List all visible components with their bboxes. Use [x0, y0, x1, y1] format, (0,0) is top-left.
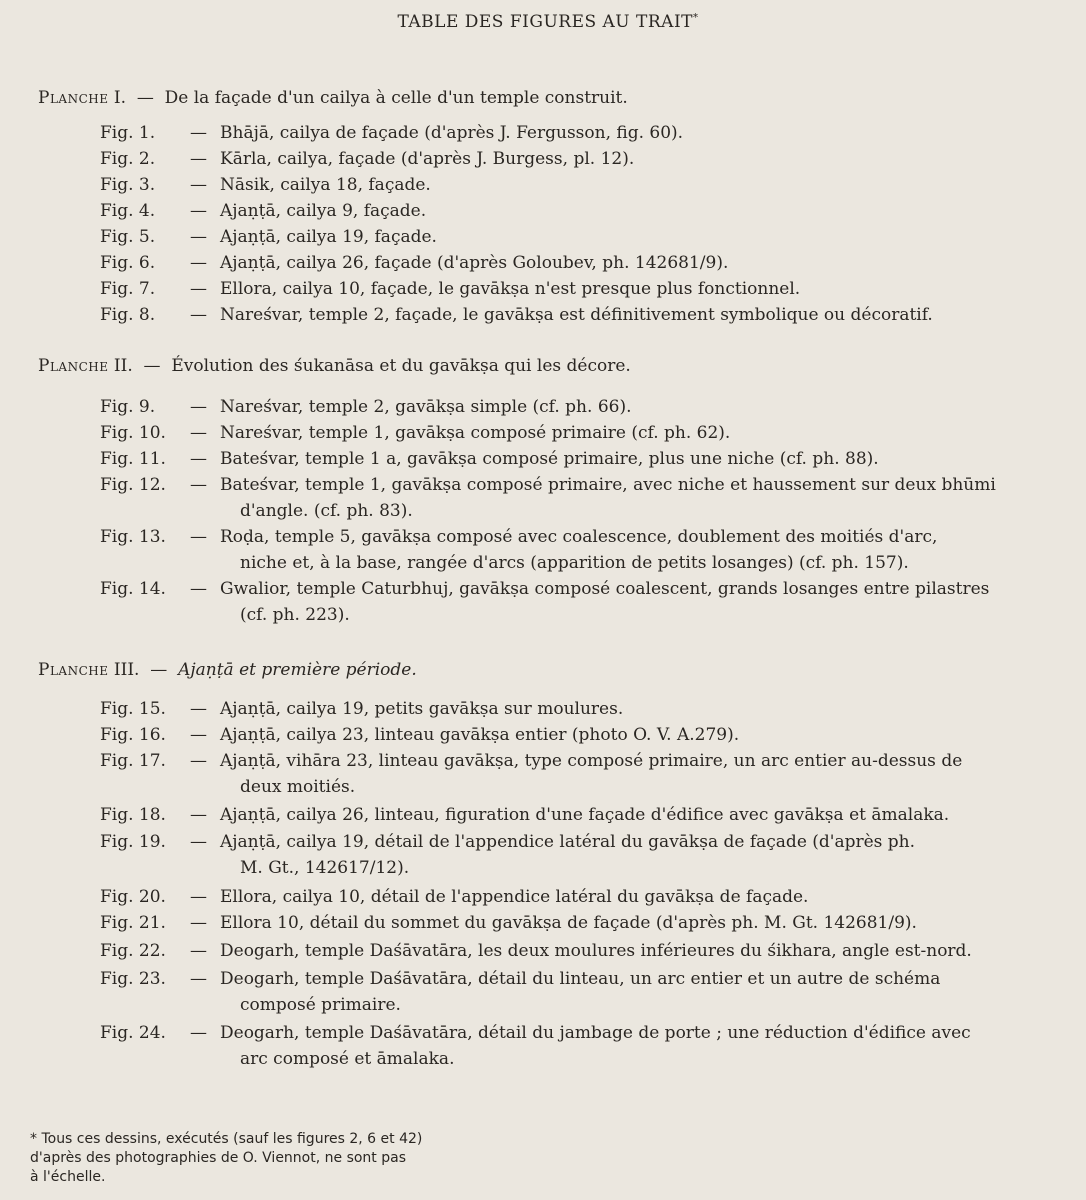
- figure-caption-line: Deogarh, temple Daśāvatāra, détail du linteau, un arc entier et un autre de schéma: [220, 969, 941, 989]
- figure-caption-line: Kārla, cailya, façade (d'après J. Burgess, pl. 12).: [220, 149, 635, 169]
- plate-heading-3: [38, 660, 417, 680]
- figure-caption: [220, 696, 1058, 722]
- figure-dash: —: [190, 475, 207, 495]
- plate-label: Planche: [38, 356, 109, 376]
- figure-label: Fig. 16.: [100, 725, 166, 745]
- figure-label: Fig. 6.: [100, 253, 156, 273]
- figure-label: Fig. 12.: [100, 475, 166, 495]
- plate-number: I.: [113, 88, 127, 108]
- footnote-line: d'après des photographies de O. Viennot, ne sont pas: [30, 1150, 407, 1166]
- figure-caption-line: Nareśvar, temple 2, gavākṣa simple (cf. ph. 66).: [220, 397, 632, 417]
- figure-caption: [220, 966, 1058, 1018]
- figure-dash: —: [190, 397, 207, 417]
- figure-dash: —: [190, 149, 207, 169]
- figure-caption: [220, 938, 1058, 964]
- figure-caption: [220, 472, 1058, 524]
- plate-number: III.: [113, 660, 140, 680]
- figure-dash: —: [190, 751, 207, 771]
- figure-label: Fig. 21.: [100, 913, 166, 933]
- figure-label: Fig. 22.: [100, 941, 166, 961]
- figure-label: Fig. 13.: [100, 527, 166, 547]
- figure-caption-line: Ellora, cailya 10, façade, le gavākṣa n'est presque plus fonctionnel.: [220, 279, 801, 299]
- figure-caption: [220, 420, 1058, 446]
- plate-dash: —: [143, 356, 161, 376]
- figure-dash: —: [190, 941, 207, 961]
- figure-label: Fig. 15.: [100, 699, 166, 719]
- figure-caption: [220, 910, 1058, 936]
- plate-label: Planche: [38, 660, 109, 680]
- figure-label: Fig. 18.: [100, 805, 166, 825]
- figure-caption-line: Deogarh, temple Daśāvatāra, détail du jambage de porte ; une réduction d'édifice avec: [220, 1023, 971, 1043]
- figure-caption-line: Ajaṇṭā, vihāra 23, linteau gavākṣa, type composé primaire, un arc entier au-dessus de: [220, 751, 963, 771]
- footnote-line: à l'échelle.: [30, 1169, 106, 1185]
- figure-dash: —: [190, 1023, 207, 1043]
- figure-caption: [220, 576, 1058, 628]
- figure-caption: [220, 394, 1058, 420]
- figure-label: Fig. 2.: [100, 149, 156, 169]
- figure-label: Fig. 7.: [100, 279, 156, 299]
- figure-caption: [220, 172, 1058, 198]
- figure-dash: —: [190, 579, 207, 599]
- figure-dash: —: [190, 527, 207, 547]
- figure-dash: —: [190, 699, 207, 719]
- figure-label: Fig. 24.: [100, 1023, 166, 1043]
- figure-caption-line: Ajaṇṭā, cailya 19, façade.: [220, 227, 437, 247]
- figure-dash: —: [190, 227, 207, 247]
- figure-caption: [220, 276, 1058, 302]
- figure-caption-line: M. Gt., 142617/12).: [240, 858, 410, 878]
- figure-caption: [220, 446, 1058, 472]
- figure-caption-line: Bhājā, cailya de façade (d'après J. Fergusson, fig. 60).: [220, 123, 684, 143]
- title-text: TABLE DES FIGURES AU TRAIT: [397, 12, 694, 32]
- figure-dash: —: [190, 305, 207, 325]
- figure-dash: —: [190, 832, 207, 852]
- figure-dash: —: [190, 725, 207, 745]
- figure-label: Fig. 8.: [100, 305, 156, 325]
- figure-label: Fig. 10.: [100, 423, 166, 443]
- figure-dash: —: [190, 123, 207, 143]
- figure-caption: [220, 224, 1058, 250]
- figure-label: Fig. 19.: [100, 832, 166, 852]
- plate-heading-1: [38, 88, 628, 108]
- figure-caption-line: niche et, à la base, rangée d'arcs (apparition de petits losanges) (cf. ph. 157).: [240, 553, 909, 573]
- plate-label: Planche: [38, 88, 109, 108]
- figure-caption-line: Ajaṇṭā, cailya 26, façade (d'après Goloubev, ph. 142681/9).: [220, 253, 729, 273]
- figure-dash: —: [190, 913, 207, 933]
- plate-dash: —: [150, 660, 168, 680]
- figure-caption-line: Ajaṇṭā, cailya 23, linteau gavākṣa entier (photo O. V. A.279).: [220, 725, 740, 745]
- figure-dash: —: [190, 449, 207, 469]
- figure-label: Fig. 20.: [100, 887, 166, 907]
- figure-caption-line: Gwalior, temple Caturbhuj, gavākṣa composé coalescent, grands losanges entre pilastres: [220, 579, 990, 599]
- figure-label: Fig. 17.: [100, 751, 166, 771]
- figure-dash: —: [190, 887, 207, 907]
- figure-caption-line: Nareśvar, temple 2, façade, le gavākṣa est définitivement symbolique ou décoratif.: [220, 305, 933, 325]
- figure-caption: [220, 524, 1058, 576]
- figure-caption-line: Nāsik, cailya 18, façade.: [220, 175, 431, 195]
- figure-label: Fig. 5.: [100, 227, 156, 247]
- figure-caption-line: Ajaṇṭā, cailya 26, linteau, figuration d'une façade d'édifice avec gavākṣa et āmalaka.: [220, 805, 950, 825]
- figure-caption: [220, 1020, 1058, 1072]
- figure-label: Fig. 3.: [100, 175, 156, 195]
- figure-caption: [220, 884, 1058, 910]
- figure-dash: —: [190, 969, 207, 989]
- footnote-line: * Tous ces dessins, exécutés (sauf les figures 2, 6 et 42): [30, 1131, 423, 1147]
- plate-caption: Ajaṇṭā et première période.: [178, 660, 417, 680]
- figure-caption-line: (cf. ph. 223).: [240, 605, 350, 625]
- figure-caption-line: Ellora 10, détail du sommet du gavākṣa de façade (d'après ph. M. Gt. 142681/9).: [220, 913, 917, 933]
- figure-caption: [220, 302, 1058, 328]
- footnote: [30, 1130, 530, 1187]
- figure-label: Fig. 14.: [100, 579, 166, 599]
- plate-caption: Évolution des śukanāsa et du gavākṣa qui les décore.: [171, 356, 631, 376]
- figure-caption-line: deux moitiés.: [240, 777, 356, 797]
- figure-dash: —: [190, 805, 207, 825]
- figure-label: Fig. 23.: [100, 969, 166, 989]
- plate-caption: De la façade d'un cailya à celle d'un temple construit.: [164, 88, 628, 108]
- figure-caption-line: Ellora, cailya 10, détail de l'appendice latéral du gavākṣa de façade.: [220, 887, 809, 907]
- figure-label: Fig. 4.: [100, 201, 156, 221]
- figure-caption-line: Bateśvar, temple 1, gavākṣa composé primaire, avec niche et haussement sur deux bhūmi: [220, 475, 996, 495]
- figure-label: Fig. 9.: [100, 397, 156, 417]
- figure-caption: [220, 146, 1058, 172]
- figure-caption-line: composé primaire.: [240, 995, 401, 1015]
- figure-dash: —: [190, 253, 207, 273]
- figure-caption-line: Ajaṇṭā, cailya 19, détail de l'appendice latéral du gavākṣa de façade (d'après ph.: [220, 832, 916, 852]
- plate-heading-2: [38, 356, 631, 376]
- figure-label: Fig. 11.: [100, 449, 166, 469]
- figure-dash: —: [190, 175, 207, 195]
- figure-caption-line: arc composé et āmalaka.: [240, 1049, 455, 1069]
- figure-caption: [220, 722, 1058, 748]
- plate-number: II.: [113, 356, 133, 376]
- figure-caption-line: Ajaṇṭā, cailya 9, façade.: [220, 201, 427, 221]
- figure-dash: —: [190, 279, 207, 299]
- figure-caption: [220, 198, 1058, 224]
- figure-dash: —: [190, 201, 207, 221]
- plate-dash: —: [136, 88, 154, 108]
- figure-caption: [220, 748, 1058, 800]
- figure-caption-line: Nareśvar, temple 1, gavākṣa composé primaire (cf. ph. 62).: [220, 423, 731, 443]
- page-title: [0, 12, 1086, 32]
- figure-caption: [220, 802, 1058, 828]
- figure-dash: —: [190, 423, 207, 443]
- figure-caption-line: Deogarh, temple Daśāvatāra, les deux moulures inférieures du śikhara, angle est-nord.: [220, 941, 972, 961]
- figure-caption: [220, 829, 1058, 881]
- figure-caption: [220, 120, 1058, 146]
- figure-caption-line: Ajaṇṭā, cailya 19, petits gavākṣa sur moulures.: [220, 699, 624, 719]
- figure-caption-line: Roḍa, temple 5, gavākṣa composé avec coalescence, doublement des moitiés d'arc,: [220, 527, 938, 547]
- figure-caption-line: d'angle. (cf. ph. 83).: [240, 501, 413, 521]
- figure-caption-line: Bateśvar, temple 1 a, gavākṣa composé primaire, plus une niche (cf. ph. 88).: [220, 449, 879, 469]
- title-footnote-mark: *: [693, 12, 699, 24]
- figure-caption: [220, 250, 1058, 276]
- figure-label: Fig. 1.: [100, 123, 156, 143]
